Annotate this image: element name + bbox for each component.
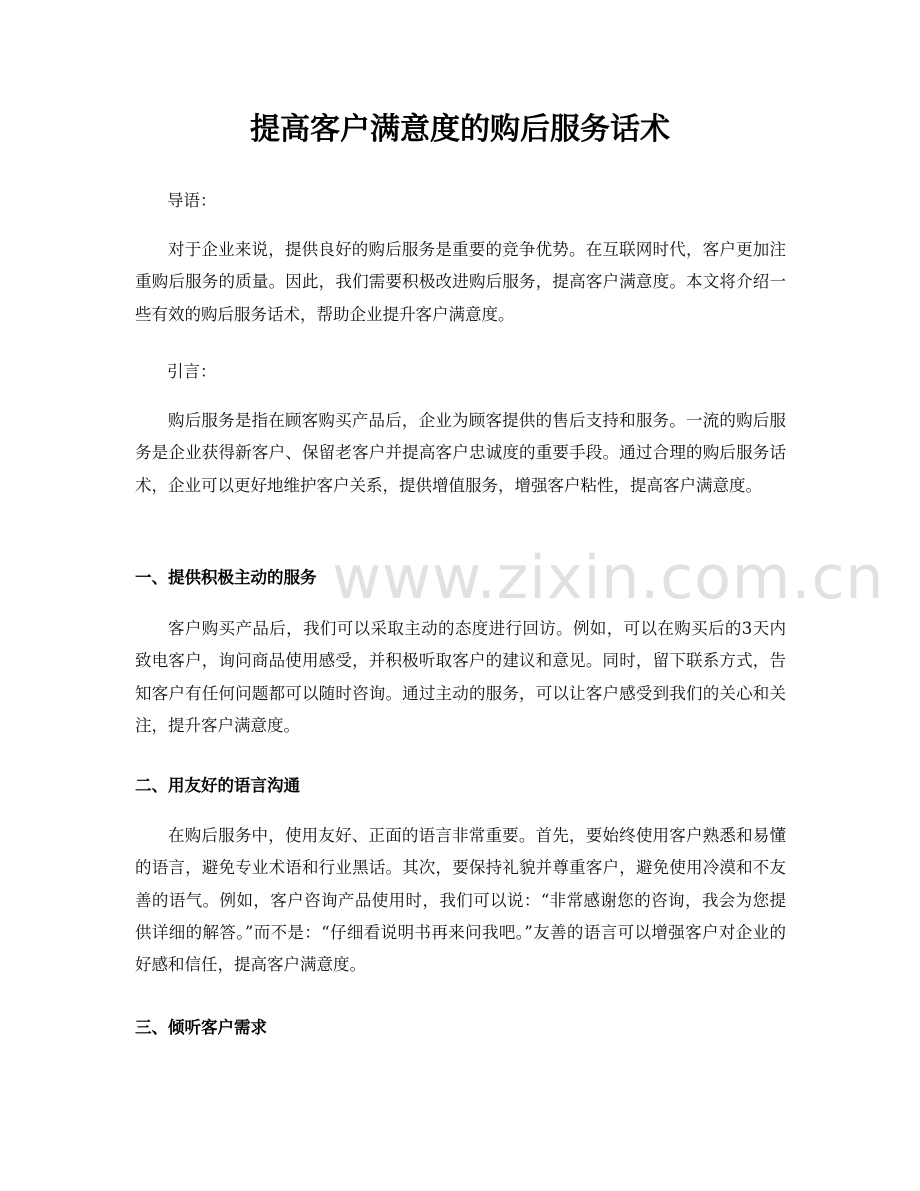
intro-paragraph: 购后服务是指在顾客购买产品后，企业为顾客提供的售后支持和服务。一流的购后服务是企业获得新客户、保留老客户并提高客户忠诚度的重要手段。通过合理的购后服务话术，企业可以更好地维护客户关系，提供增值服务，增强客户粘性，提高客户满意度。 xyxy=(135,411,786,495)
intro-label: 引言： xyxy=(167,362,217,381)
section-paragraph-1: 客户购买产品后，我们可以采取主动的态度进行回访。例如，可以在购买后的3天内致电客户，询问商品使用感受，并积极听取客户的建议和意见。同时，留下联系方式，告知客户有任何问题都可以随时咨询。通过主动的服务，可以让客户感受到我们的关心和关注，提升客户满意度。 xyxy=(135,619,786,735)
lead-label: 导语： xyxy=(167,191,217,210)
section-heading-3: 三、倾听客户需求 xyxy=(135,1018,267,1037)
document-title: 提高客户满意度的购后服务话术 xyxy=(250,112,670,147)
section-paragraph-2: 在购后服务中，使用友好、正面的语言非常重要。首先，要始终使用客户熟悉和易懂的语言，避免专业术语和行业黑话。其次，要保持礼貌并尊重客户，避免使用冷漠和不友善的语气。例如，客户咨询产品使用时，我们可以说：“非常感谢您的咨询，我会为您提供详细的解答。”而不是：“仔细看说明书再来问我吧。”友善的语言可以增强客户对企业的好感和信任，提高客户满意度。 xyxy=(135,826,786,975)
section-heading-2: 二、用友好的语言沟通 xyxy=(135,776,300,795)
watermark: www.zixin.com.cn xyxy=(332,543,885,613)
lead-paragraph: 对于企业来说，提供良好的购后服务是重要的竞争优势。在互联网时代，客户更加注重购后服务的质量。因此，我们需要积极改进购后服务，提高客户满意度。本文将介绍一些有效的购后服务话术，帮助企业提升客户满意度。 xyxy=(135,240,786,324)
section-heading-1: 一、提供积极主动的服务 xyxy=(135,568,317,587)
